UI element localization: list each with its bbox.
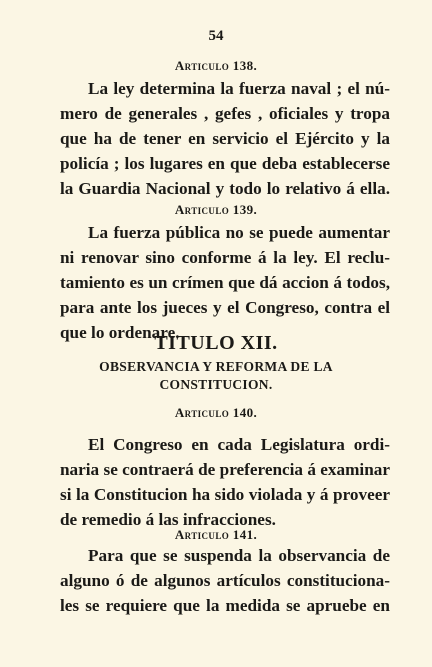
text-line: policía ; los lugares en que deba establecerse [60, 154, 390, 173]
title-subtitle-line1: OBSERVANCIA Y REFORMA DE LA [99, 359, 333, 374]
text-line: que lo ordenare. [60, 323, 180, 342]
text-line: que ha de tener en servicio el Ejército y la [60, 129, 390, 148]
text-line: mero de generales , gefes , oficiales y tropa [60, 104, 390, 123]
article-139-heading: Articulo 139. [174, 202, 258, 217]
text-line: ni renovar sino conforme á la ley. El reclu- [60, 248, 390, 267]
article-140-text [60, 432, 390, 532]
text-line: El Congreso en cada Legislatura ordi- [88, 435, 390, 454]
text-line: La fuerza pública no se puede aumentar [88, 223, 390, 242]
text-line: naria se contraerá de preferencia á examinar [60, 460, 390, 479]
text-line: si la Constitucion ha sido violada y á proveer [60, 485, 390, 504]
article-141-heading: Articulo 141. [174, 527, 258, 542]
text-line: de remedio á las infracciones. [60, 510, 276, 529]
page-number: 54 [208, 28, 224, 44]
text-line: La ley determina la fuerza naval ; el nú- [88, 79, 390, 98]
title-subtitle-line2: CONSTITUCION. [159, 377, 273, 392]
article-138-heading: Articulo 138. [174, 58, 258, 73]
article-140-heading: Articulo 140. [174, 405, 258, 420]
text-line: Para que se suspenda la observancia de [88, 546, 390, 565]
article-138-text [60, 76, 390, 201]
text-line: alguno ó de algunos artículos constituciona- [60, 571, 390, 590]
text-line: tamiento es un crímen que dá accion á todos, [60, 273, 390, 292]
text-line: les se requiere que la medida se apruebe en [60, 596, 390, 615]
article-139-text [60, 220, 390, 345]
text-line: para ante los jueces y el Congreso, contra el [60, 298, 390, 317]
article-141-text [60, 543, 390, 618]
text-line: la Guardia Nacional y todo lo relativo á ella. [60, 179, 390, 198]
title-heading: TITULO XII. [154, 332, 278, 354]
